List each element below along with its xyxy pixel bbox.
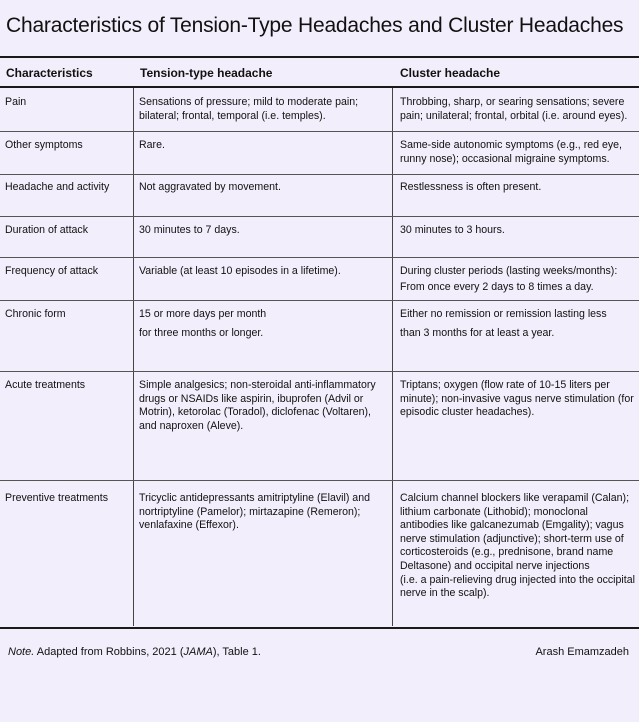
header-cluster: Cluster headache	[400, 66, 501, 80]
header-rule	[0, 86, 639, 88]
row-divider	[0, 174, 639, 175]
row-label-frequency: Frequency of attack	[5, 265, 99, 277]
cell-cluster-other-symptoms: Same-side autonomic symptoms (e.g., red eye, runny nose); occasional migraine symptoms.	[400, 139, 622, 165]
bottom-rule	[0, 627, 639, 629]
cell-cluster-pain: Throbbing, sharp, or searing sensations; severe pain; unilateral; frontal, orbital (i.e. around eyes).	[400, 96, 628, 122]
cell-cluster-headache-activity: Restlessness is often present.	[400, 181, 542, 193]
top-rule	[0, 56, 639, 58]
cell-tension-other-symptoms: Rare.	[139, 139, 165, 151]
note-text-after: ), Table 1.	[212, 646, 261, 658]
cell-cluster-preventive-treatments	[400, 492, 636, 601]
header-characteristics: Characteristics	[6, 66, 93, 80]
cluster-frequency-line-2: From once every 2 days to 8 times a day.	[400, 280, 594, 293]
row-divider	[0, 131, 639, 132]
row-label-headache-activity: Headache and activity	[5, 181, 110, 193]
cell-tension-preventive-treatments: Tricyclic antidepressants amitriptyline (Elavil) and nortriptyline (Pamelor); mirtazapine (Remeron); venlafaxine (Effexor).	[139, 492, 370, 532]
header-tension-type: Tension-type headache	[140, 66, 273, 80]
row-divider	[0, 257, 639, 258]
cell-cluster-duration: 30 minutes to 3 hours.	[400, 224, 505, 236]
author-credit: Arash Emamzadeh	[535, 646, 629, 658]
row-label-acute-treatments: Acute treatments	[5, 379, 86, 391]
cell-tension-chronic-form	[139, 308, 384, 340]
column-divider-2	[392, 88, 393, 626]
row-label-other-symptoms: Other symptoms	[5, 139, 83, 151]
note-text-before: Adapted from Robbins, 2021 (	[34, 646, 184, 658]
cell-cluster-frequency	[400, 265, 636, 294]
row-divider	[0, 300, 639, 301]
row-label-preventive-treatments: Preventive treatments	[5, 492, 109, 504]
note-label: Note.	[8, 646, 35, 658]
row-divider	[0, 216, 639, 217]
cell-cluster-acute-treatments: Triptans; oxygen (flow rate of 10-15 liters per minute); non-invasive vagus nerve stimulation (for episodic cluster headaches).	[400, 379, 634, 419]
cluster-frequency-line-1: During cluster periods (lasting weeks/months):	[400, 265, 618, 277]
page-title: Characteristics of Tension-Type Headaches and Cluster Headaches	[6, 14, 624, 37]
cell-tension-acute-treatments: Simple analgesics; non-steroidal anti-inflammatory drugs or NSAIDs like aspirin, ibuprofen (Advil or Motrin), ketorolac (Toradol), diclofenac (Voltaren), and naproxen (Aleve).	[139, 379, 376, 432]
cluster-preventive-main: Calcium channel blockers like verapamil (Calan); lithium carbonate (Lithobid); monoclonal antibodies like galcanezumab (Emgality); vagus nerve stimulation (adjunctive); short-term use of corticosteroids (e.g., prednisone, brand name Deltasone) and occipital nerve injections	[400, 492, 630, 572]
tension-chronic-line-2: for three months or longer.	[139, 326, 264, 339]
source-note	[8, 646, 261, 658]
cell-tension-duration: 30 minutes to 7 days.	[139, 224, 240, 236]
column-divider-1	[133, 88, 134, 626]
cluster-chronic-line-2: than 3 months for at least a year.	[400, 326, 555, 339]
tension-chronic-line-1: 15 or more days per month	[139, 308, 267, 320]
row-label-chronic-form: Chronic form	[5, 308, 66, 320]
cluster-preventive-tail: (i.e. a pain-relieving drug injected into the occipital nerve in the scalp).	[400, 573, 635, 600]
cluster-chronic-line-1: Either no remission or remission lasting less	[400, 308, 607, 320]
cell-tension-headache-activity: Not aggravated by movement.	[139, 181, 281, 193]
cell-cluster-chronic-form	[400, 308, 636, 340]
row-label-pain: Pain	[5, 96, 27, 108]
row-divider	[0, 371, 639, 372]
cell-tension-pain: Sensations of pressure; mild to moderate pain; bilateral; frontal, temporal (i.e. temples).	[139, 96, 359, 122]
row-label-duration: Duration of attack	[5, 224, 89, 236]
cell-tension-frequency: Variable (at least 10 episodes in a lifetime).	[139, 265, 341, 277]
row-divider	[0, 480, 639, 481]
note-journal: JAMA	[183, 646, 213, 658]
